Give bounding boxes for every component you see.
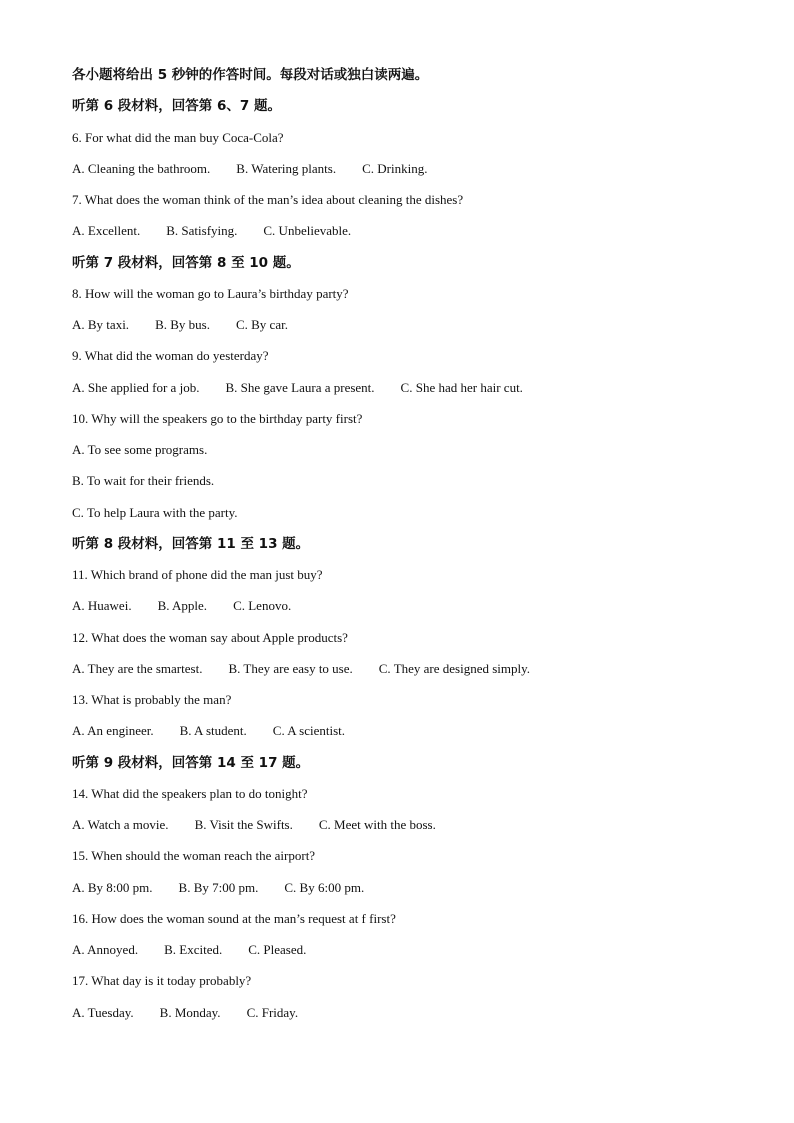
question-stem: 11. Which brand of phone did the man just buy? [72, 567, 323, 582]
section-1 [72, 95, 752, 251]
answer-option: B. Visit the Swifts. [194, 817, 293, 832]
question-stem: 14. What did the speakers plan to do tonight? [72, 785, 308, 801]
question-item [72, 283, 752, 346]
instructions-text: 各小题将给出 5 秒钟的作答时间。每段对话或独白读两遍。 [72, 67, 429, 83]
answer-option: B. They are easy to use. [228, 660, 353, 676]
answer-options-row [72, 595, 752, 626]
answer-option: A. By 8:00 pm. [72, 879, 153, 895]
answer-option: A. They are the smartest. [72, 660, 203, 676]
question-stem: 10. Why will the speakers go to the birthday party first? [72, 410, 363, 426]
answer-option: A. Huawei. [72, 598, 132, 614]
answer-options-row [72, 939, 752, 970]
answer-options-row [72, 377, 752, 408]
answer-option: A. Cleaning the bathroom. [72, 160, 211, 176]
question-item [72, 689, 752, 752]
answer-option: B. A student. [179, 723, 247, 739]
answer-option: C. Meet with the boss. [318, 817, 436, 832]
section-heading: 听第 7 段材料，回答第 8 至 10 题。 [72, 254, 300, 271]
question-stem: 13. What is probably the man? [72, 692, 232, 707]
answer-option: B. By bus. [155, 317, 210, 332]
question-item [72, 564, 752, 627]
answer-options-row [72, 658, 752, 689]
question-stem: 12. What does the woman say about Apple products? [72, 629, 348, 645]
question-stem: 8. How will the woman go to Laura’s birthday party? [72, 285, 349, 301]
question-item [72, 908, 752, 971]
question-item [72, 189, 752, 252]
answer-option: A. She applied for a job. [72, 379, 200, 395]
question-item [72, 408, 752, 533]
answer-option: B. She gave Laura a present. [225, 379, 375, 395]
answer-option: B. Watering plants. [236, 160, 337, 176]
answer-option: C. Drinking. [362, 160, 428, 176]
answer-option: C. By car. [235, 317, 288, 332]
answer-option: A. Watch a movie. [72, 817, 169, 832]
question-stem: 7. What does the woman think of the man’s idea about cleaning the dishes? [72, 192, 464, 207]
answer-options-row [72, 1002, 752, 1033]
answer-option: A. Annoyed. [72, 942, 139, 957]
answer-options-row [72, 720, 752, 751]
question-item [72, 345, 752, 408]
answer-option: C. Friday. [246, 1004, 299, 1020]
question-item [72, 127, 752, 190]
answer-option: A. An engineer. [72, 723, 154, 739]
answer-option: C. To help Laura with the party. [72, 504, 238, 520]
exam-page [72, 64, 752, 1033]
question-stem: 15. When should the woman reach the airport? [72, 848, 316, 864]
question-item [72, 783, 752, 846]
answer-options-row [72, 158, 752, 189]
answer-option: A. By taxi. [72, 317, 130, 332]
answer-option: A. Tuesday. [72, 1004, 134, 1020]
answer-option: C. Unbelievable. [263, 223, 352, 239]
section-3 [72, 533, 752, 752]
answer-option: C. They are designed simply. [378, 660, 531, 676]
answer-option: A. Excellent. [72, 223, 141, 239]
answer-options-row [72, 220, 752, 251]
answer-option: C. A scientist. [272, 723, 346, 739]
answer-option: B. Excited. [164, 942, 223, 957]
question-item [72, 845, 752, 908]
answer-option: C. Pleased. [248, 942, 307, 957]
question-stem: 9. What did the woman do yesterday? [72, 348, 269, 364]
answer-options-row [72, 877, 752, 908]
answer-option: A. To see some programs. [72, 442, 208, 457]
section-heading: 听第 8 段材料，回答第 11 至 13 题。 [72, 535, 310, 552]
question-stem: 6. For what did the man buy Coca-Cola? [72, 129, 284, 145]
section-heading: 听第 6 段材料，回答第 6、7 题。 [72, 98, 281, 115]
answer-option: B. To wait for their friends. [72, 473, 215, 489]
answer-options-row [72, 314, 752, 345]
answer-option: B. Monday. [159, 1004, 221, 1020]
question-stem: 16. How does the woman sound at the man’s request at f first? [72, 910, 396, 926]
answer-option: C. Lenovo. [233, 598, 292, 614]
answer-option: B. Apple. [157, 598, 208, 614]
section-2 [72, 252, 752, 533]
answer-option: C. She had her hair cut. [400, 379, 523, 395]
question-sections [72, 95, 752, 1033]
answer-option: B. Satisfying. [166, 223, 238, 239]
question-stem: 17. What day is it today probably? [72, 973, 252, 989]
section-heading: 听第 9 段材料，回答第 14 至 17 题。 [72, 754, 310, 771]
answer-options-row [72, 814, 752, 845]
question-item [72, 627, 752, 690]
answer-option: C. By 6:00 pm. [284, 879, 365, 895]
section-4 [72, 752, 752, 1033]
answer-option: B. By 7:00 pm. [178, 879, 259, 895]
question-item [72, 970, 752, 1033]
